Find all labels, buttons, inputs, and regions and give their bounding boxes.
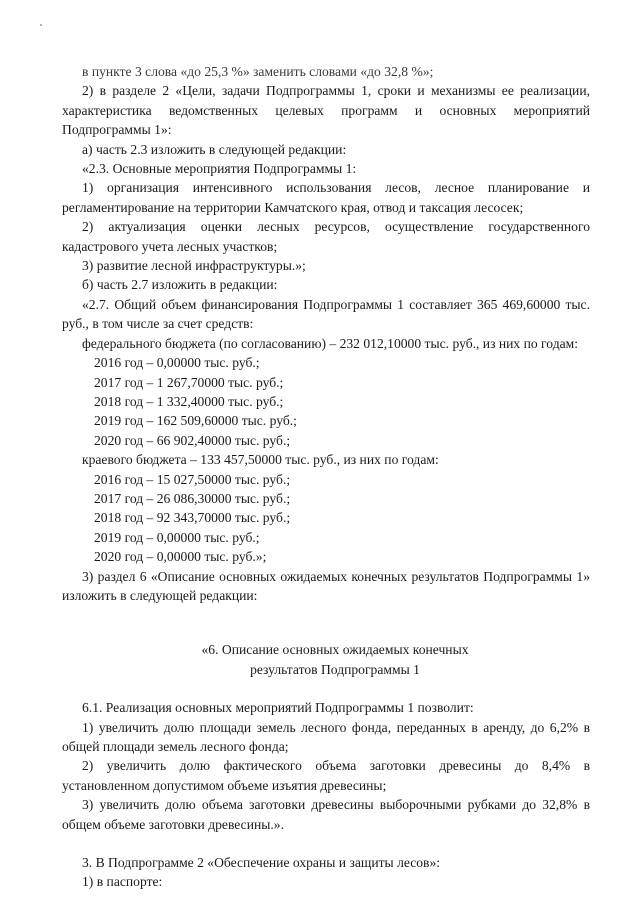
fed-year-2017: 2017 год – 1 267,70000 тыс. руб.; [94, 374, 284, 390]
section-spacer [62, 605, 590, 640]
paragraph-3: а) часть 2.3 изложить в следующей редакции: [82, 141, 347, 157]
fed-year-2019: 2019 год – 162 509,60000 тыс. руб.; [94, 413, 297, 429]
reg-year-2017: 2017 год – 26 086,30000 тыс. руб.; [94, 490, 291, 506]
paragraph-13: 6.1. Реализация основных мероприятий Подпрограммы 1 позволит: [82, 700, 474, 716]
paragraph-14: 1) увеличить долю площади земель лесного фонда, переданных в аренду, до 6,2% в общей площади земель лесного фонда; [62, 719, 590, 754]
paragraph-18: 1) в паспорте: [82, 874, 163, 890]
reg-year-2020: 2020 год – 0,00000 тыс. руб.»; [94, 549, 267, 565]
paragraph-16: 3) увеличить долю объема заготовки древесины выборочными рубками до 32,8% в общем объеме заготовки древесины.». [62, 797, 590, 832]
paragraph-7: 3) развитие лесной инфраструктуры.»; [82, 258, 306, 274]
scan-speck [40, 24, 42, 26]
paragraph-12: 3) раздел 6 «Описание основных ожидаемых конечных результатов Подпрограммы 1» изложить в следующей редакции: [62, 568, 590, 603]
fed-year-2020: 2020 год – 66 902,40000 тыс. руб.; [94, 432, 291, 448]
section-heading-line-2: результатов Подпрограммы 1 [250, 661, 420, 677]
paragraph-6: 2) актуализация оценки лесных ресурсов, осуществление государственного кадастрового учета лесных участков; [62, 219, 590, 254]
document-body [62, 62, 590, 892]
fed-year-2018: 2018 год – 1 332,40000 тыс. руб.; [94, 393, 284, 409]
heading-spacer [62, 679, 590, 698]
section-heading-line-1: «6. Описание основных ожидаемых конечных [201, 642, 469, 658]
paragraph-17: 3. В Подпрограмме 2 «Обеспечение охраны и защиты лесов»: [82, 855, 441, 871]
paragraph-15: 2) увеличить долю фактического объема заготовки древесины до 8,4% в установленном допустимом объеме изъятия древесины; [62, 758, 590, 793]
paragraph-8: б) часть 2.7 изложить в редакции: [82, 277, 278, 293]
paragraph-2: 2) в разделе 2 «Цели, задачи Подпрограммы 1, сроки и механизмы ее реализации, характеристика ведомственных целевых программ и основных мероприятий Подпрограммы 1»: [62, 83, 590, 138]
paragraph-9: «2.7. Общий объем финансирования Подпрограммы 1 составляет 365 469,60000 тыс. руб., в том числе за счет средств: [62, 296, 590, 332]
paragraph-4: «2.3. Основные мероприятия Подпрограммы 1: [82, 161, 357, 177]
paragraph-spacer [62, 834, 590, 853]
reg-year-2018: 2018 год – 92 343,70000 тыс. руб.; [94, 510, 291, 526]
paragraph-11: краевого бюджета – 133 457,50000 тыс. руб., из них по годам: [82, 452, 439, 468]
paragraph-1: в пункте 3 слова «до 25,3 %» заменить словами «до 32,8 %»; [82, 64, 434, 79]
reg-year-2016: 2016 год – 15 027,50000 тыс. руб.; [94, 471, 291, 487]
paragraph-5: 1) организация интенсивного использования лесов, лесное планирование и регламентирование на территории Камчатского края, отвод и таксация лесосек; [62, 180, 590, 215]
paragraph-10: федерального бюджета (по согласованию) – 232 012,10000 тыс. руб., из них по годам: [82, 335, 579, 351]
fed-year-2016: 2016 год – 0,00000 тыс. руб.; [94, 355, 260, 371]
reg-year-2019: 2019 год – 0,00000 тыс. руб.; [94, 529, 260, 545]
